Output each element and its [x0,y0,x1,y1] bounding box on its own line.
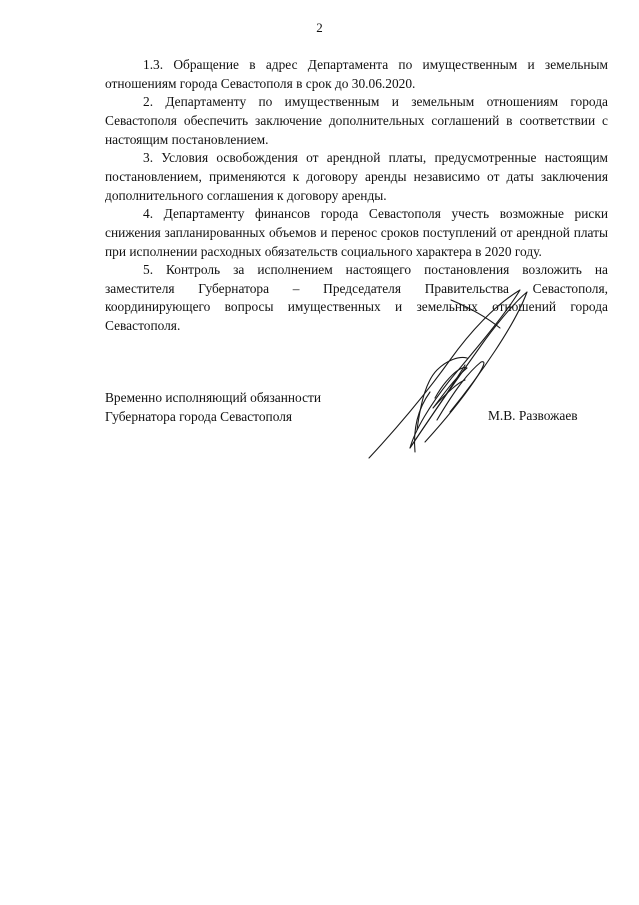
signature-icon [355,280,535,465]
signer-name: М.В. Развожаев [488,408,578,423]
paragraph-4: 4. Департаменту финансов города Севастополя учесть возможные риски снижения запланированных объемов и перенос сроков поступлений от арендной платы при исполнении расходных обязательств социального характера в 2020 году. [105,206,608,259]
signer-title-line-1: Временно исполняющий обязанности [105,390,322,405]
paragraph-3: 3. Условия освобождения от арендной платы, предусмотренные настоящим постановлением, применяются к договору аренды независимо от даты заключения дополнительного соглашения к договору аренды. [105,150,608,203]
paragraph-1-3: 1.3. Обращение в адрес Департамента по имущественным и земельным отношениям города Севастополя в срок до 30.06.2020. [105,57,608,91]
paragraph-5: 5. Контроль за исполнением настоящего постановления возложить на заместителя Губернатора – Председателя Правительства Севастополя, координирующего вопросы имущественных и земельных отношений города Севастополя. [105,262,608,334]
page-number: 2 [316,20,323,35]
paragraph-2: 2. Департаменту по имущественным и земельным отношениям города Севастополя обеспечить заключение дополнительных соглашений в соответствии с настоящим постановлением. [105,94,608,147]
signer-title-line-2: Губернатора города Севастополя [105,408,293,424]
